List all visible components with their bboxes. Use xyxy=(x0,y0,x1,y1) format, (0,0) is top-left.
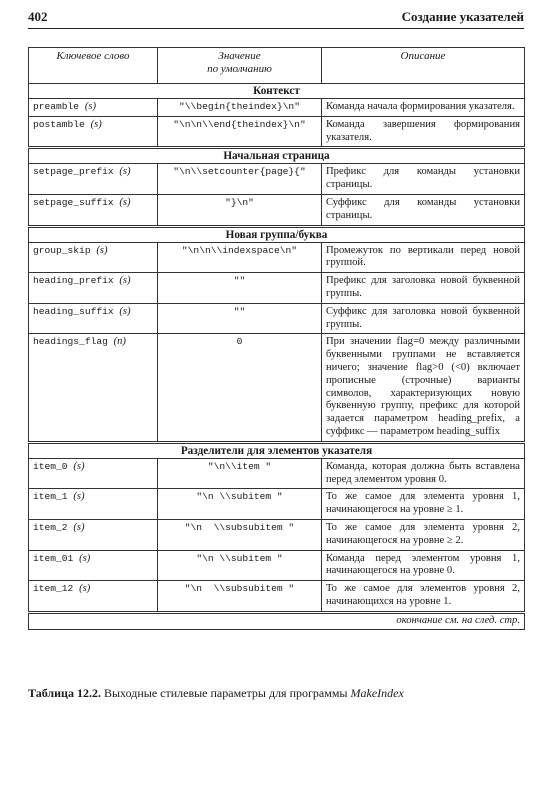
section-title: Разделители для элементов указателя xyxy=(29,442,525,458)
keyword-type: (s) xyxy=(73,521,85,533)
table-body xyxy=(29,84,525,630)
default-value-cell: "\n \\subsubitem " xyxy=(158,581,322,613)
default-value-cell: "\n \\subitem " xyxy=(158,550,322,581)
column-header-description: Описание xyxy=(322,48,525,84)
keyword-cell xyxy=(29,242,158,273)
keyword-type: (s) xyxy=(119,275,131,287)
keyword-cell xyxy=(29,164,158,195)
default-value-cell: "\n\n\\indexspace\n" xyxy=(158,242,322,273)
table-row xyxy=(29,116,525,148)
keyword-name: postamble xyxy=(33,118,85,130)
keyword-cell xyxy=(29,550,158,581)
keyword-cell xyxy=(29,273,158,304)
column-header-keyword: Ключевое слово xyxy=(29,48,158,84)
table-row xyxy=(29,550,525,581)
section-header-row xyxy=(29,442,525,458)
default-value-cell: "\n\n\\end{theindex}\n" xyxy=(158,116,322,148)
default-value-cell: "\n \\subsubitem " xyxy=(158,519,322,550)
default-value-cell: "\n\\item " xyxy=(158,458,322,489)
description-cell: То же самое для элемента уровня 1, начинающегося на уровне ≥ 1. xyxy=(322,489,525,520)
caption-label: Таблица 12.2. xyxy=(28,686,101,700)
default-value-cell: "\\begin{theindex}\n" xyxy=(158,99,322,117)
parameters-table xyxy=(28,47,525,630)
keyword-type: (s) xyxy=(79,583,91,595)
default-value-cell: "}\n" xyxy=(158,194,322,226)
caption-program: MakeIndex xyxy=(350,686,404,700)
keyword-type: (s) xyxy=(79,552,91,564)
keyword-type: (s) xyxy=(73,491,85,503)
table-header-row xyxy=(29,48,525,84)
table-row xyxy=(29,164,525,195)
keyword-name: headings_flag xyxy=(33,336,108,348)
description-cell: Суффикс для заголовка новой буквенной группы. xyxy=(322,303,525,334)
keyword-cell xyxy=(29,334,158,442)
continued-note: окончание см. на след. стр. xyxy=(29,612,525,629)
keyword-cell xyxy=(29,458,158,489)
default-value-cell: "\n \\subitem " xyxy=(158,489,322,520)
default-value-cell: "\n\\setcounter{page}{" xyxy=(158,164,322,195)
description-cell: То же самое для элементов уровня 2, начинающихся на уровне 1. xyxy=(322,581,525,613)
running-title: Создание указателей xyxy=(401,9,524,24)
table-row xyxy=(29,273,525,304)
keyword-type: (s) xyxy=(96,244,108,256)
section-title: Контекст xyxy=(29,84,525,99)
description-cell: Суффикс для команды установки страницы. xyxy=(322,194,525,226)
keyword-type: (s) xyxy=(84,101,97,112)
description-cell: Команда завершения формирования указателя. xyxy=(322,116,525,148)
keyword-type: (s) xyxy=(73,460,85,472)
description-cell: Префикс для заголовка новой буквенной группы. xyxy=(322,273,525,304)
section-title: Новая группа/буква xyxy=(29,226,525,242)
keyword-name: group_skip xyxy=(33,244,91,256)
description-cell: Промежуток по вертикали перед новой группой. xyxy=(322,242,525,273)
keyword-name: preamble xyxy=(33,101,80,112)
keyword-cell xyxy=(29,519,158,550)
keyword-name: item_2 xyxy=(33,521,68,533)
table-row xyxy=(29,242,525,273)
keyword-cell xyxy=(29,194,158,226)
keyword-type: (s) xyxy=(119,196,131,208)
keyword-name: heading_prefix xyxy=(33,275,114,287)
section-header-row xyxy=(29,84,525,99)
keyword-cell xyxy=(29,116,158,148)
caption-text: Выходные стилевые параметры для программы xyxy=(103,686,348,700)
keyword-type: (s) xyxy=(119,305,131,317)
description-cell: Команда перед элементом уровня 1, начинающегося на уровне 0. xyxy=(322,550,525,581)
table-row xyxy=(29,581,525,613)
section-header-row xyxy=(29,226,525,242)
page-number: 402 xyxy=(28,9,48,24)
table-row xyxy=(29,334,525,442)
keyword-name: item_0 xyxy=(33,460,68,472)
description-cell: Команда начала формирования указателя. xyxy=(322,99,525,117)
column-header-default: Значение по умолчанию xyxy=(158,48,322,84)
keyword-cell xyxy=(29,303,158,334)
description-cell: Команда, которая должна быть вставлена перед элементом уровня 0. xyxy=(322,458,525,489)
table-row xyxy=(29,303,525,334)
description-cell: При значении flag=0 между различными буквенными группами не вставляется ничего; значение flag>0 (<0) включает прописные (строчные) варианты символов, характеризующих новую буквенную группу, префикс для которой задается параметром heading_prefix, а суффикс — параметром heading_suffix xyxy=(322,334,525,442)
keyword-type: (s) xyxy=(90,118,102,130)
default-value-cell: "" xyxy=(158,303,322,334)
table-row xyxy=(29,194,525,226)
table-row xyxy=(29,99,525,117)
keyword-name: item_12 xyxy=(33,583,74,595)
table-row xyxy=(29,458,525,489)
keyword-type: (n) xyxy=(113,336,126,348)
running-header xyxy=(28,8,524,29)
section-title: Начальная страница xyxy=(29,148,525,164)
keyword-cell xyxy=(29,99,158,117)
continued-row xyxy=(29,612,525,629)
keyword-name: heading_suffix xyxy=(33,305,114,317)
keyword-name: setpage_prefix xyxy=(33,166,114,178)
keyword-cell xyxy=(29,489,158,520)
keyword-name: setpage_suffix xyxy=(33,196,114,208)
keyword-name: item_1 xyxy=(33,491,68,503)
default-value-cell: "" xyxy=(158,273,322,304)
section-header-row xyxy=(29,148,525,164)
table-row xyxy=(29,519,525,550)
default-value-cell: 0 xyxy=(158,334,322,442)
table-caption xyxy=(28,686,524,701)
description-cell: Префикс для команды установки страницы. xyxy=(322,164,525,195)
table-row xyxy=(29,489,525,520)
keyword-type: (s) xyxy=(119,166,131,178)
keyword-name: item_01 xyxy=(33,552,74,564)
description-cell: То же самое для элемента уровня 2, начинающегося на уровне ≥ 2. xyxy=(322,519,525,550)
keyword-cell xyxy=(29,581,158,613)
